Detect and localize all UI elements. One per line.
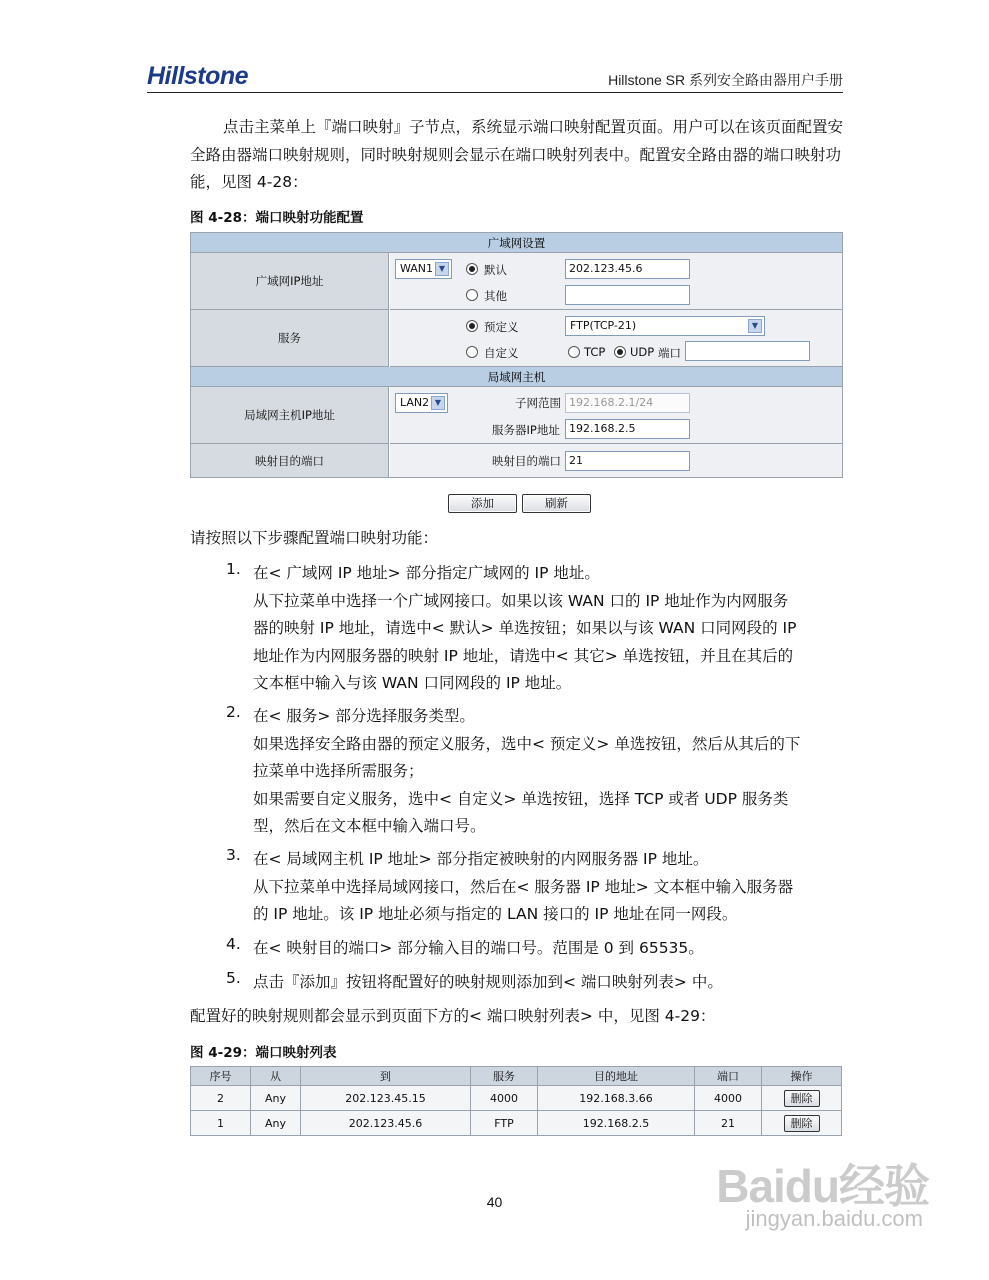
step-2: 在< 服务> 部分选择服务类型。 如果选择安全路由器的预定义服务，选中< 预定义> 单选按钮，然后从其后的下 拉菜单中选择所需服务； 如果需要自定义服务，选中< 自定义> 单选按钮，选择 TCP 或者 UDP 服务类 型，然后在文本框中输入端口号。	[253, 707, 801, 835]
delete-button[interactable]: 删除	[784, 1090, 820, 1107]
port-input[interactable]	[685, 341, 810, 361]
cell-to: 202.123.45.6	[301, 1111, 471, 1136]
table-row	[191, 1086, 842, 1111]
watermark-brand: Baidu经验	[716, 1160, 929, 1212]
cell-destination: 192.168.3.66	[538, 1086, 695, 1111]
refresh-button[interactable]: 刷新	[522, 494, 591, 513]
step-1: 在< 广域网 IP 地址> 部分指定广域网的 IP 地址。 从下拉菜单中选择一个广域网接口。如果以该 WAN 口的 IP 地址作为内网服务 器的映射 IP 地址，请选中< 默认> 单选按钮；如果以与该 WAN 口同网段的 IP 地址作为内网服务器的映射 IP 地址，请选中< 其它> 单选按钮，并且在其后的 文本框中输入与该 WAN 口同网段的 IP 地址。	[253, 564, 797, 692]
radio-udp[interactable]	[614, 346, 626, 358]
lan-host-header: 局域网主机	[191, 367, 842, 387]
cell-service: 4000	[471, 1086, 538, 1111]
intro-paragraph: 点击主菜单上『端口映射』子节点，系统显示端口映射配置页面。用户可以在该页面配置安全路由器端口映射规则，同时映射规则会显示在端口映射列表中。配置安全路由器的端口映射功能，见图 4-28：	[190, 118, 844, 191]
cell-to: 202.123.45.15	[301, 1086, 471, 1111]
radio-tcp-label: TCP	[584, 345, 606, 359]
wan-ip-label: 广域网IP地址	[191, 253, 389, 310]
step-4: 在< 映射目的端口> 部分输入目的端口号。范围是 0 到 65535。	[253, 939, 704, 957]
document-title: Hillstone SR 系列安全路由器用户手册	[608, 72, 843, 88]
subnet-label: 子网范围	[515, 396, 561, 410]
wan-settings-header: 广域网设置	[191, 233, 842, 253]
server-ip-label: 服务器IP地址	[492, 423, 560, 437]
port-mapping-table	[190, 1066, 842, 1136]
target-port-row-label: 映射目的端口	[191, 444, 389, 477]
default-ip-input[interactable]: 202.123.45.6	[565, 259, 690, 279]
watermark-url: jingyan.baidu.com	[745, 1206, 923, 1231]
steps-intro: 请按照以下步骤配置端口映射功能：	[190, 529, 439, 547]
wan-interface-select[interactable]: WAN1 ▼	[395, 259, 452, 279]
cell-index: 2	[191, 1086, 251, 1111]
col-service: 服务	[471, 1067, 538, 1086]
cell-from: Any	[251, 1111, 301, 1136]
lan-host-ip-row	[390, 387, 842, 444]
port-label: 端口	[658, 346, 681, 360]
step-number: 3.	[226, 846, 241, 864]
figure-4-28-caption: 图 4-28：端口映射功能配置	[190, 210, 364, 226]
delete-button[interactable]: 删除	[784, 1115, 820, 1132]
step-3: 在< 局域网主机 IP 地址> 部分指定被映射的内网服务器 IP 地址。 从下拉菜单中选择局域网接口，然后在< 服务器 IP 地址> 文本框中输入服务器 的 IP 地址。该 IP 地址必须与指定的 LAN 接口的 IP 地址在同一网段。	[253, 850, 794, 923]
radio-default-label: 默认	[484, 263, 507, 277]
chevron-down-icon: ▼	[748, 319, 762, 333]
col-from: 从	[251, 1067, 301, 1086]
step-5: 点击『添加』按钮将配置好的映射规则添加到< 端口映射列表> 中。	[253, 973, 723, 991]
radio-predefined-label: 预定义	[484, 320, 519, 334]
col-index: 序号	[191, 1067, 251, 1086]
col-port: 端口	[695, 1067, 762, 1086]
add-button[interactable]: 添加	[448, 494, 517, 513]
page-number: 40	[486, 1194, 503, 1210]
target-port-input[interactable]: 21	[565, 451, 690, 471]
radio-custom[interactable]	[466, 346, 478, 358]
wan-ip-row	[390, 253, 842, 310]
service-select[interactable]: FTP(TCP-21) ▼	[565, 316, 765, 336]
server-ip-input[interactable]: 192.168.2.5	[565, 419, 690, 439]
cell-port: 21	[695, 1111, 762, 1136]
radio-custom-label: 自定义	[484, 346, 519, 360]
cell-from: Any	[251, 1086, 301, 1111]
lan-host-ip-label: 局域网主机IP地址	[191, 387, 389, 444]
col-action: 操作	[762, 1067, 842, 1086]
cell-action	[762, 1086, 842, 1111]
header-divider	[147, 92, 843, 93]
cell-index: 1	[191, 1111, 251, 1136]
radio-other[interactable]	[466, 289, 478, 301]
chevron-down-icon: ▼	[431, 396, 445, 410]
chevron-down-icon: ▼	[435, 262, 449, 276]
port-mapping-config-form	[190, 232, 843, 478]
lan-interface-select[interactable]: LAN2 ▼	[395, 393, 448, 413]
step-number: 4.	[226, 935, 241, 953]
figure-4-29-caption: 图 4-29：端口映射列表	[190, 1045, 337, 1061]
cell-action	[762, 1111, 842, 1136]
target-port-label: 映射目的端口	[492, 454, 561, 468]
col-to: 到	[301, 1067, 471, 1086]
hillstone-logo: Hillstone	[147, 62, 249, 90]
radio-other-label: 其他	[484, 289, 507, 303]
radio-udp-label: UDP	[630, 345, 655, 359]
table-row	[191, 1111, 842, 1136]
target-port-row	[390, 444, 842, 477]
step-number: 1.	[226, 560, 241, 578]
outro-paragraph: 配置好的映射规则都会显示到页面下方的< 端口映射列表> 中，见图 4-29：	[190, 1007, 716, 1025]
radio-tcp[interactable]	[568, 346, 580, 358]
cell-port: 4000	[695, 1086, 762, 1111]
table-header-row	[191, 1067, 842, 1086]
service-label: 服务	[191, 310, 389, 367]
service-row	[390, 310, 842, 367]
cell-service: FTP	[471, 1111, 538, 1136]
step-number: 2.	[226, 703, 241, 721]
radio-default[interactable]	[466, 263, 478, 275]
subnet-input: 192.168.2.1/24	[565, 393, 690, 413]
cell-destination: 192.168.2.5	[538, 1111, 695, 1136]
col-destination: 目的地址	[538, 1067, 695, 1086]
step-number: 5.	[226, 969, 241, 987]
other-ip-input[interactable]	[565, 285, 690, 305]
radio-predefined[interactable]	[466, 320, 478, 332]
